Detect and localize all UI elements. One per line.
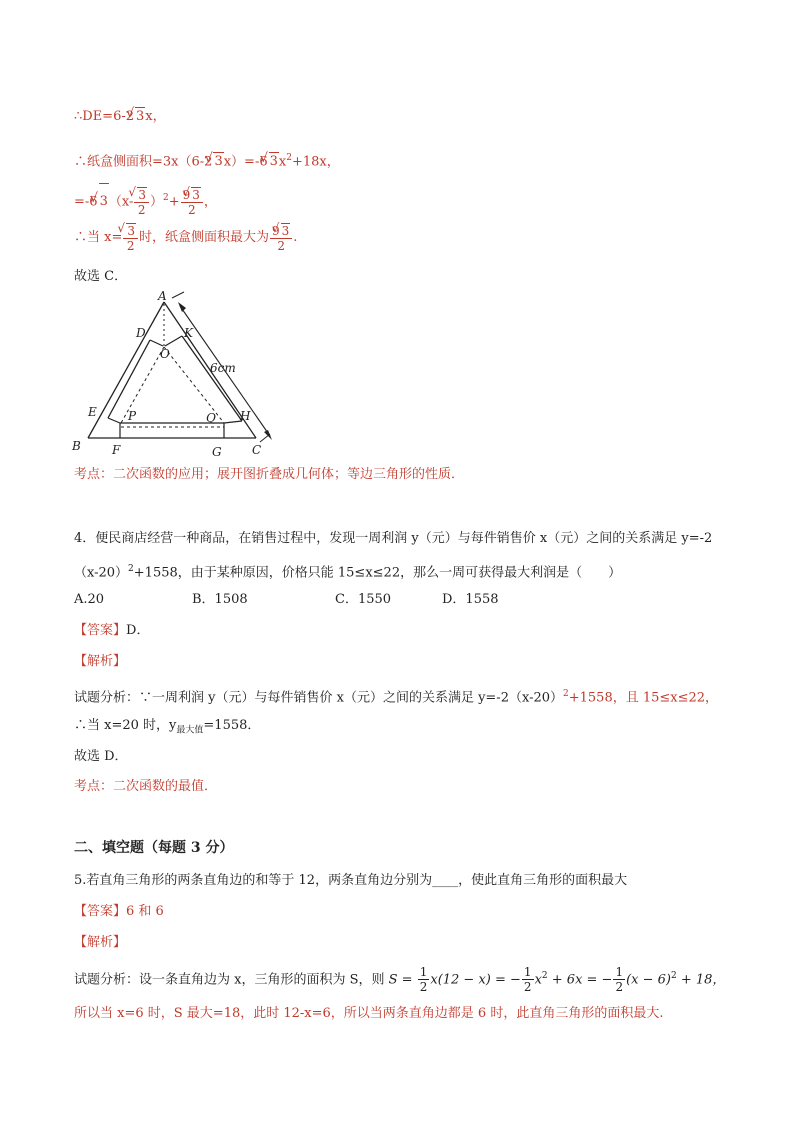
sqrt-3: √ 3	[137, 187, 147, 202]
eq-term1: x(12 − x) = −	[430, 972, 521, 988]
label-a: A	[158, 290, 167, 303]
when-mid: 时，纸盒侧面积最大为	[139, 230, 270, 245]
eq-term5: + 18，	[676, 972, 726, 988]
cut-k-o	[165, 336, 182, 346]
denominator: 2	[419, 980, 428, 995]
q4-line2-post: +1558，由于某种原因，价格只能 15≤x≤22，那么一周可获得最大利润是（ ）	[133, 565, 622, 581]
denominator: 2	[187, 202, 196, 217]
eq-term3: + 6x = −	[547, 972, 613, 988]
answer-value: D．	[126, 623, 150, 638]
label-f: F	[112, 443, 121, 457]
label-g: G	[212, 445, 222, 459]
label-6cm: 6cm	[210, 361, 236, 375]
conclude-post: =1558．	[203, 718, 261, 733]
tick-a	[172, 292, 184, 298]
numerator-coef: 9	[182, 187, 191, 202]
vertex-open: （x-	[108, 194, 134, 210]
exponent: 2	[563, 689, 569, 699]
exponent: 2	[541, 971, 548, 981]
q4-line2	[74, 560, 621, 582]
q4-line2-pre: （x-20）	[74, 565, 129, 581]
exponent: 2	[286, 153, 292, 163]
when-prefix: ∴当 x=	[74, 230, 123, 245]
analysis-tag: 【解析】	[74, 654, 127, 669]
triangle-figure	[64, 290, 284, 460]
label-h: H	[240, 409, 251, 423]
area-line	[74, 149, 340, 171]
area-suffix: +18x，	[291, 154, 340, 170]
denominator: 2	[277, 238, 285, 253]
option-b[interactable]: B．1508	[192, 592, 248, 607]
de-suffix: x，	[145, 109, 166, 124]
denominator: 2	[137, 202, 146, 217]
denominator: 2	[615, 980, 624, 995]
denominator: 2	[126, 238, 135, 253]
numerator: 1	[523, 965, 532, 980]
answer-value: 6 和 6	[126, 904, 164, 919]
analysis-pre: 试题分析：∵一周利润 y（元）与每件销售价 x（元）之间的关系满足 y=-2（x-20）	[74, 690, 564, 706]
q5-analysis	[74, 958, 725, 998]
choice-4: 故选 D．	[74, 749, 128, 764]
answer-tag: 【答案】	[74, 904, 127, 919]
kaodian-4: 考点：二次函数的最值．	[74, 779, 218, 794]
q5-stem: 5.若直角三角形的两条直角边的和等于 12，两条直角边分别为____，使此直角三角形的面积最大	[74, 873, 628, 888]
q4-options	[74, 591, 499, 609]
numerator: 1	[419, 965, 428, 980]
inner-edge-left	[108, 340, 150, 418]
sqrt-3: √ 3	[281, 223, 291, 238]
sqrt-3: √ 3	[191, 187, 201, 202]
option-d[interactable]: D．1558	[442, 592, 499, 607]
area-prefix: ∴纸盒侧面积=3x（6-2	[74, 154, 213, 170]
exponent: 2	[163, 193, 169, 203]
comma: ，	[203, 194, 217, 210]
numerator-coef: 9	[272, 223, 280, 238]
eq-s: S	[388, 972, 398, 988]
label-k: K	[184, 326, 193, 340]
period: .	[293, 230, 298, 245]
subscript-max: 最大值	[176, 725, 204, 736]
choice-3: 故选 C．	[74, 269, 128, 284]
sqrt-3: √ 3	[213, 152, 223, 171]
label-d: D	[136, 326, 146, 340]
exponent: 2	[128, 564, 134, 574]
plus: +	[168, 194, 180, 210]
eq-equals: =	[397, 972, 417, 988]
kaodian-3: 考点：二次函数的应用；展开图折叠成几何体；等边三角形的性质．	[74, 467, 465, 482]
vertex-close: ）	[149, 194, 163, 210]
analysis-pre: 试题分析：设一条直角边为 x，三角形的面积为 S，则	[74, 972, 389, 988]
label-o: O	[160, 347, 170, 361]
exponent: 2	[671, 971, 677, 981]
tick-c	[260, 434, 270, 442]
when-line	[74, 220, 297, 256]
label-c: C	[252, 443, 262, 457]
sqrt-3: √ 3	[126, 223, 136, 238]
label-b: B	[72, 439, 81, 453]
eq-term2: x	[534, 972, 542, 988]
q5-final: 所以当 x=6 时，S 最大=18，此时 12-x=6，所以当两条直角边都是 6 时，此直角三角形的面积最大.	[74, 1006, 664, 1021]
de-line	[74, 107, 166, 126]
fraction	[134, 187, 149, 217]
analysis-tag: 【解析】	[74, 935, 127, 950]
cut-d-o	[150, 340, 163, 346]
conclude-pre: ∴当 x=20 时，y	[74, 718, 177, 733]
fraction	[123, 223, 138, 253]
outer-edge-ab	[88, 302, 164, 438]
section-title: 二、填空题（每题 3 分）	[74, 840, 234, 856]
label-p: P	[128, 409, 137, 423]
option-c[interactable]: C．1550	[335, 592, 392, 607]
fraction	[181, 187, 203, 217]
area-mid: x）=-6	[223, 154, 268, 170]
vertex-prefix: =-6	[74, 194, 98, 210]
de-prefix: ∴DE=6-2	[74, 109, 135, 124]
q4-conclusion	[74, 717, 260, 740]
vertex-line	[74, 180, 217, 220]
cut-e-p	[108, 418, 120, 423]
area-x: x	[278, 154, 287, 170]
fraction-half	[418, 965, 430, 994]
label-q: Q	[206, 411, 216, 425]
inner-edge-right	[182, 336, 242, 421]
arrow-head-top	[178, 302, 186, 312]
label-e: E	[88, 405, 97, 419]
option-a[interactable]: A.20	[74, 592, 105, 607]
q4-answer	[74, 622, 149, 640]
sqrt-3: √ 3	[135, 107, 145, 126]
fraction-half	[613, 965, 625, 994]
analysis-post: +1558，且 15≤x≤22，	[568, 690, 719, 706]
q4-line1: 4．便民商店经营一种商品，在销售过程中，发现一周利润 y（元）与每件销售价 x（元）之间的关系满足 y=-2	[74, 531, 713, 546]
fraction	[270, 223, 292, 253]
numerator: 1	[615, 965, 624, 980]
answer-tag: 【答案】	[74, 623, 127, 638]
fraction-half	[522, 965, 534, 994]
sqrt-3: √ 3	[269, 152, 279, 171]
eq-term4: (x − 6)	[626, 972, 671, 988]
q5-answer	[74, 903, 164, 921]
denominator: 2	[523, 980, 532, 995]
q4-analysis	[74, 685, 718, 707]
sqrt-3: √ 3	[99, 183, 109, 220]
